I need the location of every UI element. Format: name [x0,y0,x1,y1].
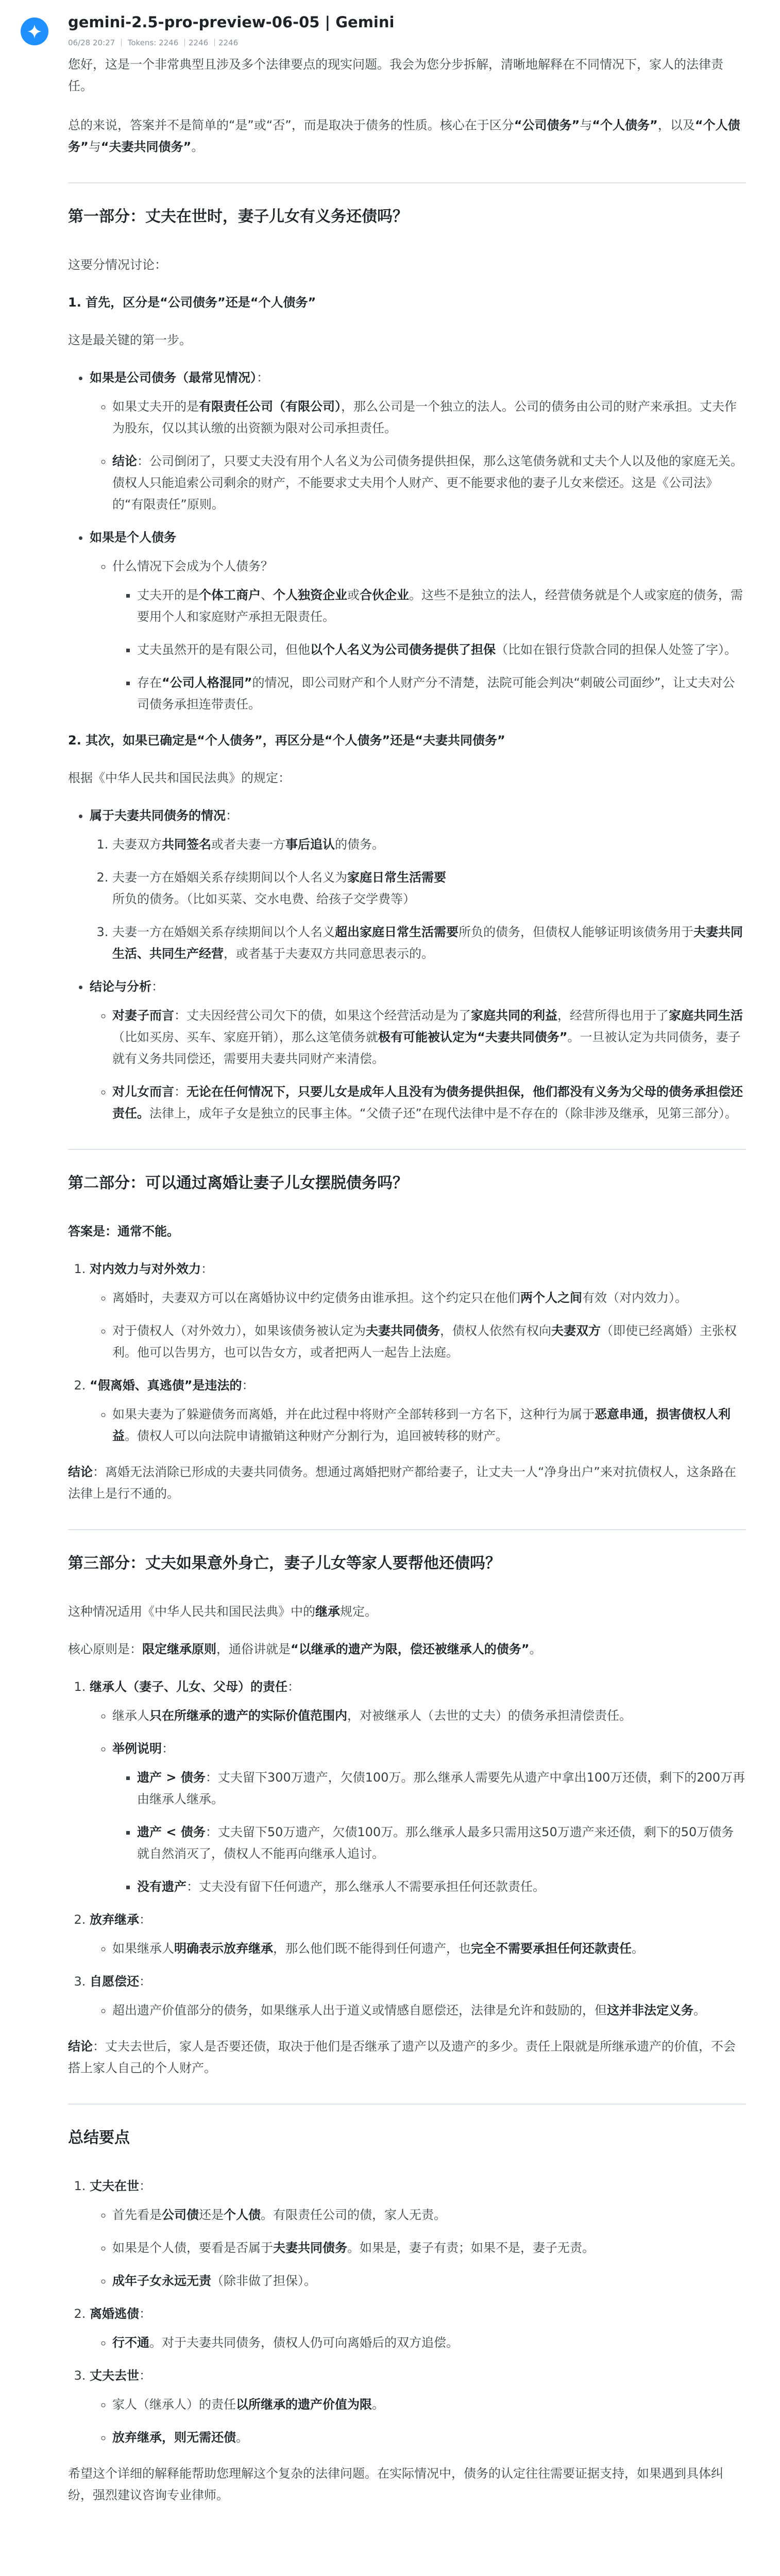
intro-paragraph-2: 总的来说，答案并不是简单的“是”或“否”，而是取决于债务的性质。核心在于区分“公司债务”与“个人债务”，以及“个人债务”与“夫妻共同债务”。 [68,118,740,154]
part1-heading: 第一部分：丈夫在世时，妻子儿女有义务还债吗？ [68,208,408,226]
list-item: ◦ 行不通。对于夫妻共同债务，债权人仍可向离婚后的双方追偿。 [112,2332,746,2353]
section-divider [68,2104,746,2105]
closing-paragraph: 希望这个详细的解释能帮助您理解这个复杂的法律问题。在实际情况中，债务的认定往往需要证据支持，如果遇到具体纠纷，强烈建议咨询专业律师。 [68,2466,723,2502]
gemini-sparkle-icon [27,24,42,39]
list-item: ◦ 对儿女而言：无论在任何情况下，只要儿女是成年人且没有为债务提供担保，他们都没有义务为父母的债务承担偿还责任。法律上，成年子女是独立的民事主体。“父债子还”在现代法律中是不存在的（除非涉及继承，见第三部分）。 [112,1081,746,1124]
list-item: ▪ 丈夫开的是个体工商户、个人独资企业或合伙企业。这些不是独立的法人，经营债务就是个人或家庭的债务，需要用个人和家庭财产承担无限责任。 [137,584,746,628]
list-item: 2. 夫妻一方在婚姻关系存续期间以个人名义为家庭日常生活需要所负的债务。（比如买菜、交水电费、给孩子交学费等） [112,867,746,910]
list-item: ▪ 遗产 > 债务：丈夫留下300万遗产，欠债100万。那么继承人需要先从遗产中拿出100万还债，剩下的200万再由继承人继承。 [137,1767,746,1810]
list-item: 3. 丈夫去世： ◦ 家人（继承人）的责任以所继承的遗产价值为限。 ◦ 放弃继承，则无需还债。 [90,2365,746,2448]
list-item: 1. 夫妻双方共同签名或者夫妻一方事后追认的债务。 [112,834,746,855]
part1-joint-debt-list [90,805,746,1124]
message-header [0,0,780,52]
part2-answer: 答案是：通常不能。 [68,1224,179,1239]
part1-lead: 这要分情况讨论： [68,258,167,272]
part2-heading: 第二部分：可以通过离婚让妻子儿女摆脱债务吗？ [68,1174,408,1192]
list-item: ◦ 放弃继承，则无需还债。 [112,2427,746,2448]
part2-conclusion: 结论：离婚无法消除已形成的夫妻共同债务。想通过离婚把财产都给妻子，让丈夫一人“净身出户”来对抗债权人，这条路在法律上是行不通的。 [68,1465,736,1501]
list-item: 2. 放弃继承： ◦ 如果继承人明确表示放弃继承，那么他们既不能得到任何遗产，也完全不需要承担任何还款责任。 [90,1909,746,1959]
part1-step2-note: 根据《中华人民共和国民法典》的规定： [68,771,291,785]
list-item: ◦ 结论：公司倒闭了，只要丈夫没有用个人名义为公司债务提供担保，那么这笔债务就和丈夫个人以及他的家庭无关。债权人只能追索公司剩余的财产，不能要求丈夫用个人财产、更不能要求他的妻子儿女来偿还。这是《公司法》的“有限责任”原则。 [112,450,746,515]
list-item: • 如果是个人债务 ◦ 什么情况下会成为个人债务？ ▪ 丈夫开的是个体工商户、个人独资企业或合伙企业。这些不是独立的法人，经营债务就是个人或家庭的债务，需要用个人和家庭财产承担无限责任。 ▪ 丈夫虽然开的是有限公司，但他以个人名义为公司债务提供了担保（比如在银行贷款合同的担保人处签了字）。 ▪ 存在“公司人格混同”的情况，即公司财产和个人财产分不清楚，法院可能会判决“刺破公司面纱”，让丈夫对公司债务承担连带责任。 [90,527,746,715]
list-item: ◦ 首先看是公司债还是个人债。有限责任公司的债，家人无责。 [112,2204,746,2226]
list-item: 1. 继承人（妻子、儿女、父母）的责任： ◦ 继承人只在所继承的遗产的实际价值范围内，对被继承人（去世的丈夫）的债务承担清偿责任。 ◦ 举例说明： ▪ 遗产 > 债务：丈夫留下300万遗产，欠债100万。那么继承人需要先从遗产中拿出100万还债，剩下的200万再由继承人继承。 ▪ 遗产 < 债务：丈夫留下50万遗产，欠债100万。那么继承人最多只需用这50万遗产来还债，剩下的50万债务就自然消灭了，债权人不能再向继承人追讨。 ▪ 没有遗产：丈夫没有留下任何遗产，那么继承人不需要承担任何还款责任。 [90,1676,746,1897]
intro-paragraph-1: 您好，这是一个非常典型且涉及多个法律要点的现实问题。我会为您分步拆解，清晰地解释在不同情况下，家人的法律责任。 [68,57,723,93]
gemini-avatar [21,18,48,45]
part1-step2: 2. 其次，如果已确定是“个人债务”，再区分是“个人债务”还是“夫妻共同债务” [68,733,505,748]
list-item: ◦ 什么情况下会成为个人债务？ ▪ 丈夫开的是个体工商户、个人独资企业或合伙企业。这些不是独立的法人，经营债务就是个人或家庭的债务，需要用个人和家庭财产承担无限责任。 ▪ 丈夫虽然开的是有限公司，但他以个人名义为公司债务提供了担保（比如在银行贷款合同的担保人处签了字）。 ▪ 存在“公司人格混同”的情况，即公司财产和个人财产分不清楚，法院可能会判决“刺破公司面纱”，让丈夫对公司债务承担连带责任。 [112,555,746,715]
section-divider [68,182,746,183]
list-item: ◦ 对妻子而言：丈夫因经营公司欠下的债，如果这个经营活动是为了家庭共同的利益，经营所得也用于了家庭共同生活（比如买房、买车、家庭开销），那么这笔债务就极有可能被认定为“夫妻共同债务”。一旦被认定为共同债务，妻子就有义务共同偿还，需要用夫妻共同财产来清偿。 [112,1005,746,1070]
part3-list [90,1676,746,2021]
list-item: ◦ 对于债权人（对外效力），如果该债务被认定为夫妻共同债务，债权人依然有权向夫妻双方（即使已经离婚）主张权利。他可以告男方，也可以告女方，或者把两人一起告上法庭。 [112,1320,746,1363]
part3-paragraph-2: 核心原则是：限定继承原则，通俗讲就是“以继承的遗产为限，偿还被继承人的债务”。 [68,1642,542,1656]
message-body [68,54,746,2522]
list-item: ◦ 离婚时，夫妻双方可以在离婚协议中约定债务由谁承担。这个约定只在他们两个人之间有效（对内效力）。 [112,1287,746,1309]
list-item: ▪ 存在“公司人格混同”的情况，即公司财产和个人财产分不清楚，法院可能会判决“刺破公司面纱”，让丈夫对公司债务承担连带责任。 [137,672,746,715]
list-item: 3. 夫妻一方在婚姻关系存续期间以个人名义超出家庭日常生活需要所负的债务，但债权人能够证明该债务用于夫妻共同生活、共同生产经营，或者基于夫妻双方共同意思表示的。 [112,921,746,964]
list-item: • 结论与分析： ◦ 对妻子而言：丈夫因经营公司欠下的债，如果这个经营活动是为了家庭共同的利益，经营所得也用于了家庭共同生活（比如买房、买车、家庭开销），那么这笔债务就极有可能被认定为“夫妻共同债务”。一旦被认定为共同债务，妻子就有义务共同偿还，需要用夫妻共同财产来清偿。 ◦ 对儿女而言：无论在任何情况下，只要儿女是成年人且没有为债务提供担保，他们都没有义务为父母的债务承担偿还责任。法律上，成年子女是独立的民事主体。“父债子还”在现代法律中是不存在的（除非涉及继承，见第三部分）。 [90,976,746,1124]
part3-conclusion: 结论：丈夫去世后，家人是否要还债，取决于他们是否继承了遗产以及遗产的多少。责任上限就是所继承遗产的价值，不会搭上家人自己的个人财产。 [68,2039,736,2075]
list-item: ◦ 如果是个人债，要看是否属于夫妻共同债务。如果是，妻子有责；如果不是，妻子无责。 [112,2237,746,2259]
list-item: ◦ 如果丈夫开的是有限责任公司（有限公司），那么公司是一个独立的法人。公司的债务由公司的财产来承担。丈夫作为股东，仅以其认缴的出资额为限对公司承担责任。 [112,396,746,439]
list-item: ▪ 遗产 < 债务：丈夫留下50万遗产，欠债100万。那么继承人最多只需用这50万遗产来还债，剩下的50万债务就自然消灭了，债权人不能再向继承人追讨。 [137,1821,746,1865]
list-item: ◦ 如果继承人明确表示放弃继承，那么他们既不能得到任何遗产，也完全不需要承担任何还款责任。 [112,1938,746,1959]
list-item: ◦ 家人（继承人）的责任以所继承的遗产价值为限。 [112,2394,746,2415]
list-item: ◦ 成年子女永远无责（除非做了担保）。 [112,2270,746,2292]
part1-step1-note: 这是最关键的第一步。 [68,333,192,347]
section-divider [68,1149,746,1150]
part3-paragraph-1: 这种情况适用《中华人民共和国民法典》中的继承规定。 [68,1604,377,1619]
summary-list [90,2175,746,2448]
message-meta: 06/28 20:27 ｜ Tokens: 2246 ｜2246 ｜2246 [68,38,239,47]
list-item: ◦ 举例说明： ▪ 遗产 > 债务：丈夫留下300万遗产，欠债100万。那么继承人需要先从遗产中拿出100万还债，剩下的200万再由继承人继承。 ▪ 遗产 < 债务：丈夫留下50万遗产，欠债100万。那么继承人最多只需用这50万遗产来还债，剩下的50万债务就自然消灭了，债权人不能再向继承人追讨。 ▪ 没有遗产：丈夫没有留下任何遗产，那么继承人不需要承担任何还款责任。 [112,1738,746,1897]
list-item: 2. 离婚逃债： ◦ 行不通。对于夫妻共同债务，债权人仍可向离婚后的双方追偿。 [90,2303,746,2353]
list-item: 1. 丈夫在世： ◦ 首先看是公司债还是个人债。有限责任公司的债，家人无责。 ◦ 如果是个人债，要看是否属于夫妻共同债务。如果是，妻子有责；如果不是，妻子无责。 ◦ 成年子女永远无责（除非做了担保）。 [90,2175,746,2292]
list-item: ◦ 继承人只在所继承的遗产的实际价值范围内，对被继承人（去世的丈夫）的债务承担清偿责任。 [112,1705,746,1726]
part3-heading: 第三部分：丈夫如果意外身亡，妻子儿女等家人要帮他还债吗？ [68,1554,501,1572]
list-item: ▪ 没有遗产：丈夫没有留下任何遗产，那么继承人不需要承担任何还款责任。 [137,1876,746,1897]
list-item: 3. 自愿偿还： ◦ 超出遗产价值部分的债务，如果继承人出于道义或情感自愿偿还，法律是允许和鼓励的，但这并非法定义务。 [90,1971,746,2021]
list-item: ▪ 丈夫虽然开的是有限公司，但他以个人名义为公司债务提供了担保（比如在银行贷款合同的担保人处签了字）。 [137,639,746,660]
conversation-title: gemini-2.5-pro-preview-06-05 | Gemini [68,13,395,31]
part2-list [90,1258,746,1447]
part1-debt-type-list [90,367,746,715]
list-item: ◦ 如果夫妻为了躲避债务而离婚，并在此过程中将财产全部转移到一方名下，这种行为属于恶意串通，损害债权人利益。债权人可以向法院申请撤销这种财产分割行为，追回被转移的财产。 [112,1403,746,1447]
section-divider [68,1529,746,1530]
list-item: 1. 对内效力与对外效力： ◦ 离婚时，夫妻双方可以在离婚协议中约定债务由谁承担。这个约定只在他们两个人之间有效（对内效力）。 ◦ 对于债权人（对外效力），如果该债务被认定为夫妻共同债务，债权人依然有权向夫妻双方（即使已经离婚）主张权利。他可以告男方，也可以告女方，或者把两人一起告上法庭。 [90,1258,746,1363]
part1-step1: 1. 首先，区分是“公司债务”还是“个人债务” [68,295,316,310]
list-item: • 属于夫妻共同债务的情况： 1. 夫妻双方共同签名或者夫妻一方事后追认的债务。 2. 夫妻一方在婚姻关系存续期间以个人名义为家庭日常生活需要所负的债务。（比如买菜、交水电费、给孩子交学费等） 3. 夫妻一方在婚姻关系存续期间以个人名义超出家庭日常生活需要所负的债务，但债权人能够证明该债务用于夫妻共同生活、共同生产经营，或者基于夫妻双方共同意思表示的。 [90,805,746,964]
list-item: ◦ 超出遗产价值部分的债务，如果继承人出于道义或情感自愿偿还，法律是允许和鼓励的，但这并非法定义务。 [112,1999,746,2021]
summary-heading: 总结要点 [68,2129,130,2147]
list-item: • 如果是公司债务（最常见情况）： ◦ 如果丈夫开的是有限责任公司（有限公司），那么公司是一个独立的法人。公司的债务由公司的财产来承担。丈夫作为股东，仅以其认缴的出资额为限对公司承担责任。 ◦ 结论：公司倒闭了，只要丈夫没有用个人名义为公司债务提供担保，那么这笔债务就和丈夫个人以及他的家庭无关。债权人只能追索公司剩余的财产，不能要求丈夫用个人财产、更不能要求他的妻子儿女来偿还。这是《公司法》的“有限责任”原则。 [90,367,746,515]
list-item: 2. “假离婚、真逃债”是违法的： ◦ 如果夫妻为了躲避债务而离婚，并在此过程中将财产全部转移到一方名下，这种行为属于恶意串通，损害债权人利益。债权人可以向法院申请撤销这种财产分割行为，追回被转移的财产。 [90,1375,746,1447]
